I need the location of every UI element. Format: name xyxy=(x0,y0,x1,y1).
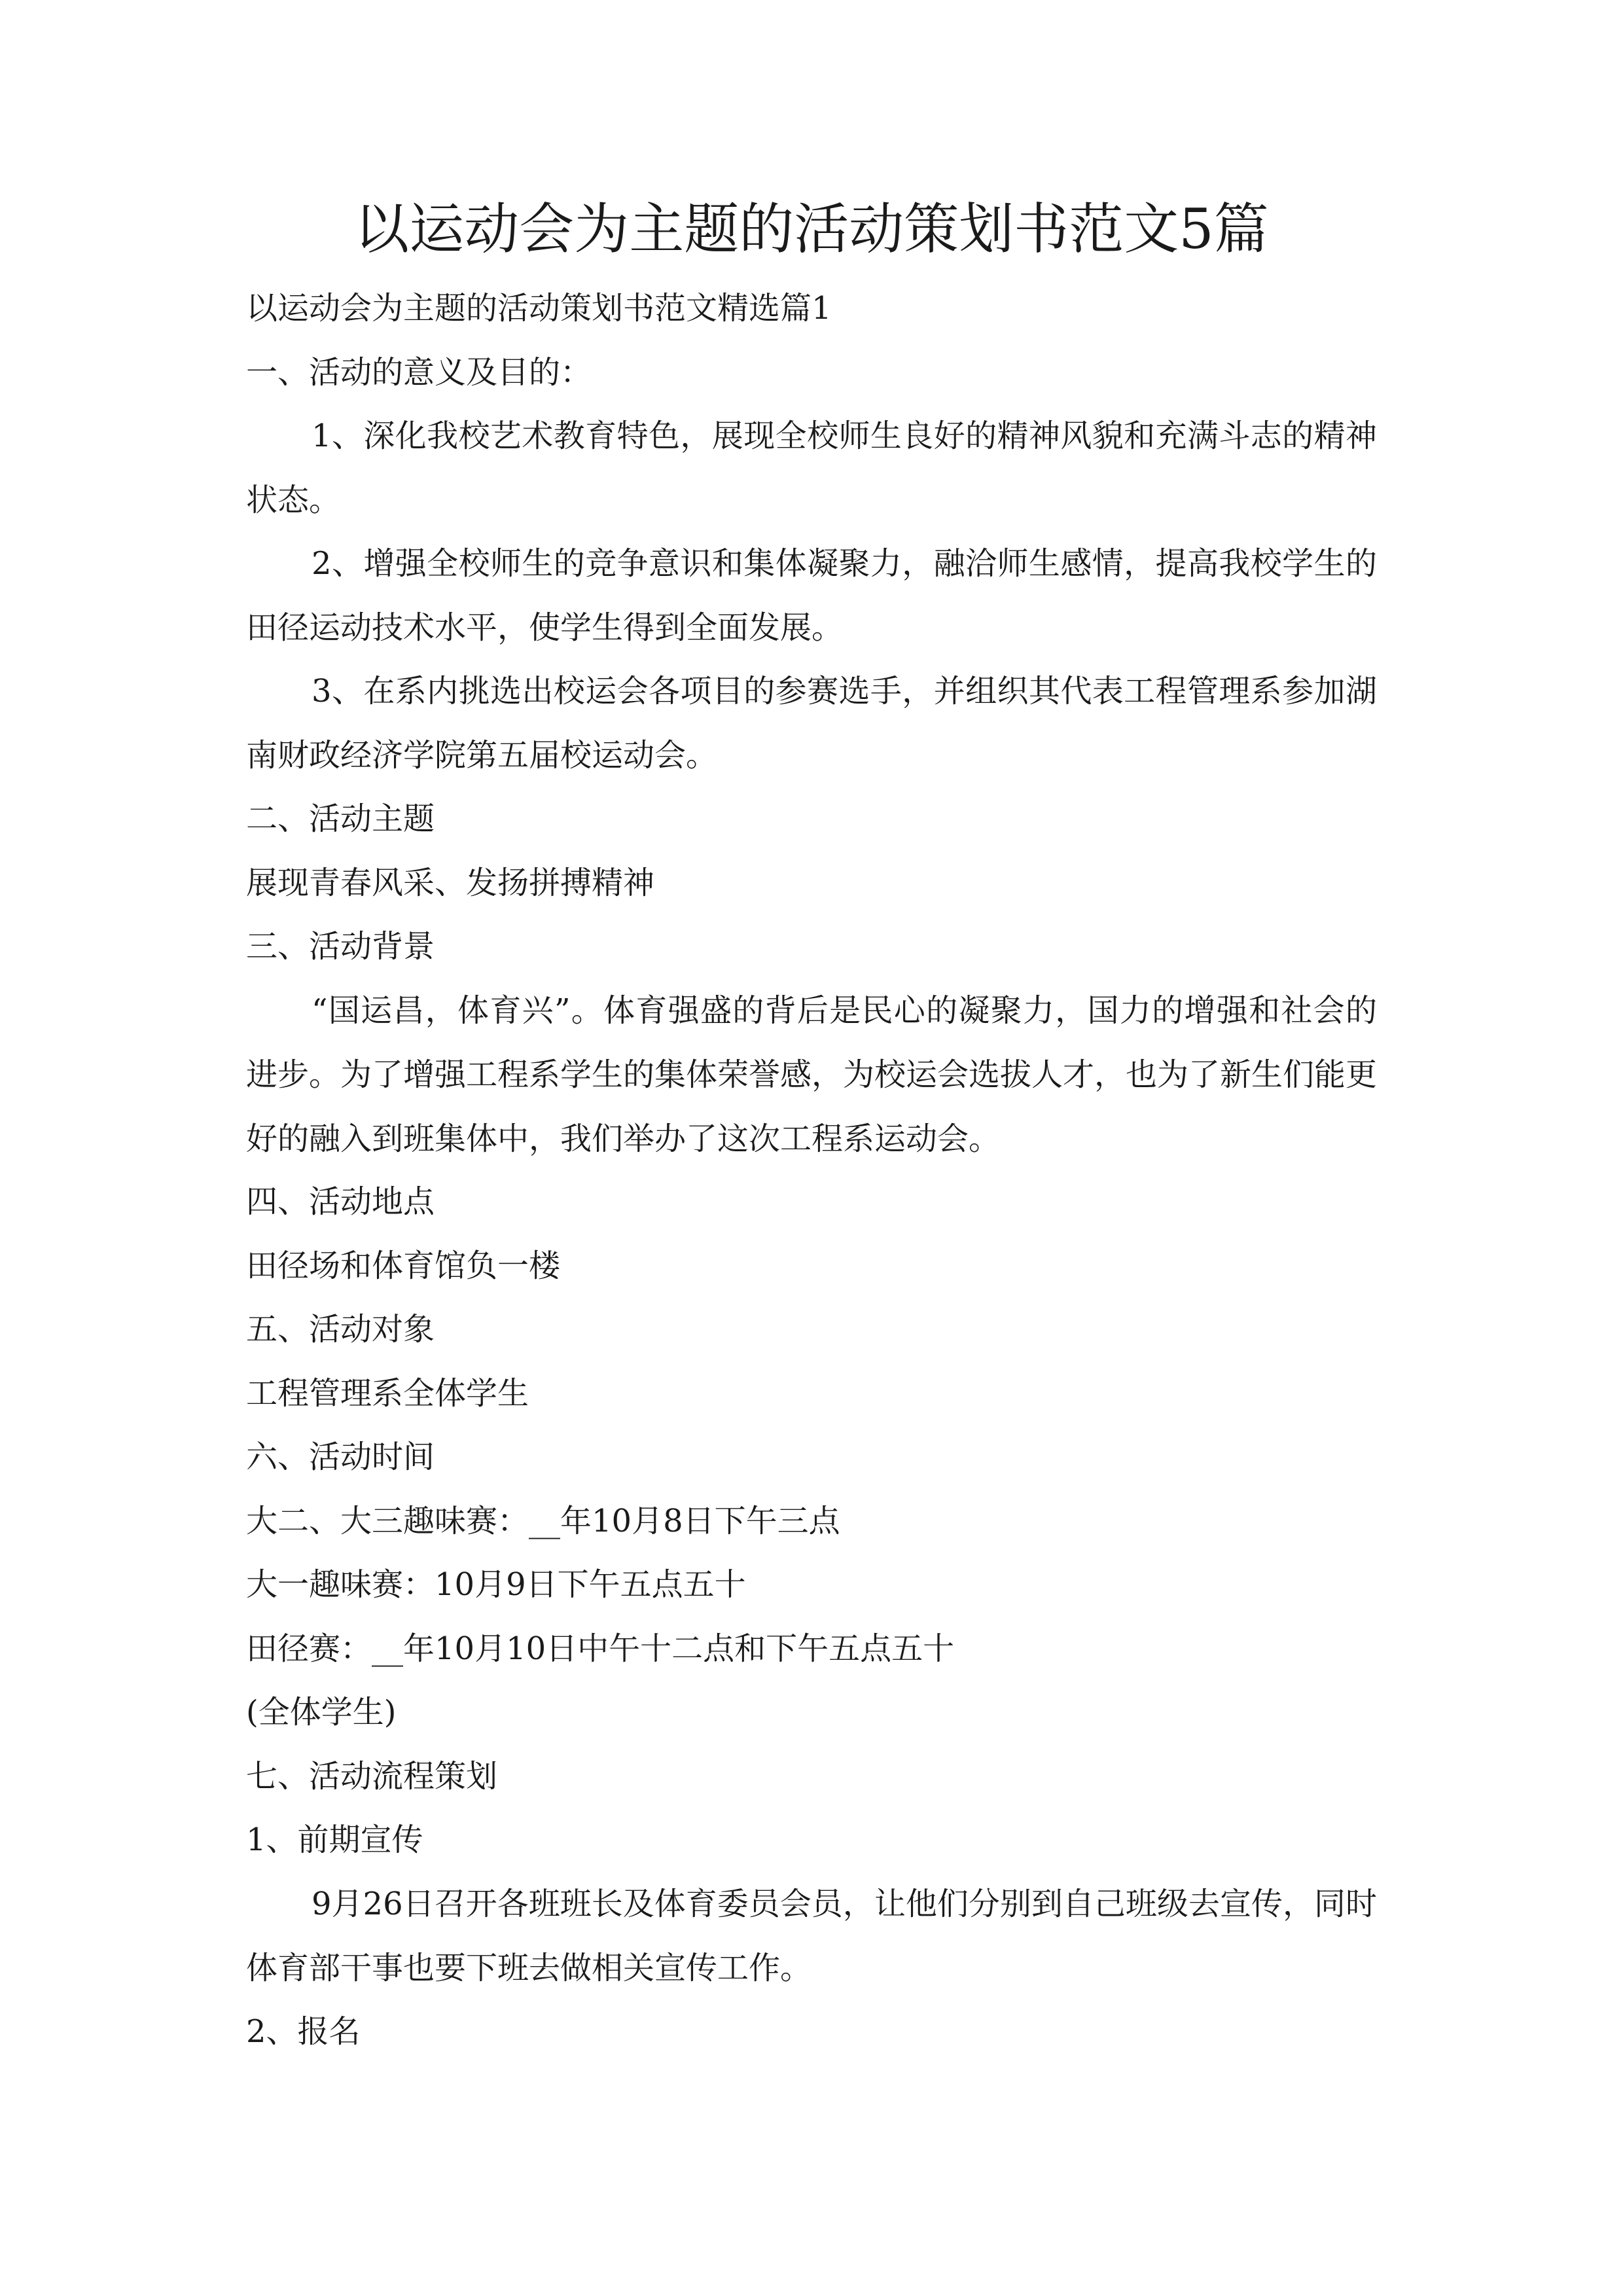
heading-audience: 五、活动对象 xyxy=(246,1311,435,1348)
theme-text: 展现青春风采、发扬拼搏精神 xyxy=(246,865,655,901)
process-step-1: 1、前期宣传 xyxy=(246,1821,423,1858)
time-item-3: 田径赛：__年10月10日中午十二点和下午五点五十 xyxy=(246,1630,955,1667)
time-item-1: 大二、大三趣味赛：__年10月8日下午三点 xyxy=(246,1503,840,1539)
heading-location: 四、活动地点 xyxy=(246,1183,435,1220)
heading-theme: 二、活动主题 xyxy=(246,800,435,837)
purpose-item-1: 1、深化我校艺术教育特色，展现全校师生良好的精神风貌和充满斗志的精神状态。 xyxy=(246,418,1377,518)
heading-process: 七、活动流程策划 xyxy=(246,1758,498,1795)
time-item-note: (全体学生) xyxy=(246,1694,397,1731)
purpose-item-3: 3、在系内挑选出校运会各项目的参赛选手，并组织其代表工程管理系参加湖南财政经济学院第五届校运动会。 xyxy=(246,673,1377,774)
process-step-2: 2、报名 xyxy=(246,2013,361,2050)
audience-text: 工程管理系全体学生 xyxy=(246,1375,529,1412)
section-heading-piece-1: 以运动会为主题的活动策划书范文精选篇1 xyxy=(246,290,832,327)
process-step-1-text: 9月26日召开各班班长及体育委员会员，让他们分别到自己班级去宣传，同时体育部干事也要下班去做相关宣传工作。 xyxy=(246,1886,1377,1986)
background-text: “国运昌，体育兴”。体育强盛的背后是民心的凝聚力，国力的增强和社会的进步。为了增强工程系学生的集体荣誉感，为校运会选拔人才，也为了新生们能更好的融入到班集体中，我们举办了这次工程系运动会。 xyxy=(246,992,1378,1157)
location-text: 田径场和体育馆负一楼 xyxy=(246,1247,561,1284)
document-title: 以运动会为主题的活动策划书范文5篇 xyxy=(354,197,1269,261)
heading-background: 三、活动背景 xyxy=(246,928,435,965)
heading-purpose: 一、活动的意义及目的： xyxy=(246,354,592,391)
time-item-2: 大一趣味赛：10月9日下午五点五十 xyxy=(246,1566,746,1603)
heading-time: 六、活动时间 xyxy=(246,1439,435,1475)
purpose-item-2: 2、增强全校师生的竞争意识和集体凝聚力，融洽师生感情，提高我校学生的田径运动技术水平，使学生得到全面发展。 xyxy=(246,545,1377,646)
